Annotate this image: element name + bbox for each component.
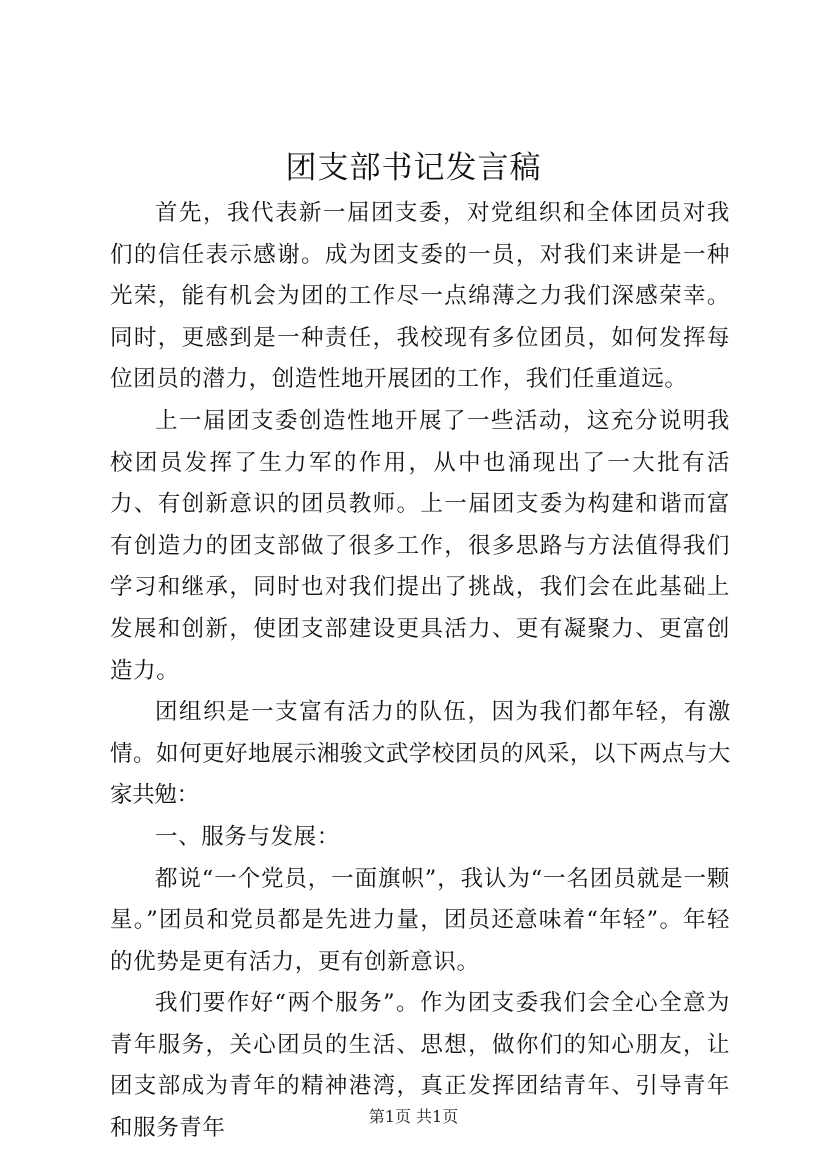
paragraph-5: 都说“一个党员，一面旗帜”，我认为“一名团员就是一颗星。”团员和党员都是先进力量，团员还意味着“年轻”。年轻的优势是更有活力，更有创新意识。	[110, 865, 730, 975]
paragraph-1: 首先，我代表新一届团支委，对党组织和全体团员对我们的信任表示感谢。成为团支委的一员，对我们来讲是一种光荣，能有机会为团的工作尽一点绵薄之力我们深感荣幸。同时，更感到是一种责任，我校现有多位团员，如何发挥每位团员的潜力，创造性地开展团的工作，我们任重道远。	[110, 200, 730, 393]
document-body	[110, 193, 730, 1150]
paragraph-3: 团组织是一支富有活力的队伍，因为我们都年轻，有激情。如何更好地展示湘骏文武学校团员的风采，以下两点与大家共勉：	[110, 699, 730, 809]
paragraph-2: 上一届团支委创造性地开展了一些活动，这充分说明我校团员发挥了生力军的作用，从中也涌现出了一大批有活力、有创新意识的团员教师。上一届团支委为构建和谐而富有创造力的团支部做了很多工作，很多思路与方法值得我们学习和继承，同时也对我们提出了挑战，我们会在此基础上发展和创新，使团支部建设更具活力、更有凝聚力、更富创造力。	[110, 407, 730, 684]
page-footer: 第1页 共1页	[368, 1107, 459, 1126]
paragraph-6: 我们要作好“两个服务”。作为团支委我们会全心全意为青年服务，关心团员的生活、思想，做你们的知心朋友，让团支部成为青年的精神港湾，真正发挥团结青年、引导青年和服务青年	[110, 990, 730, 1142]
section-heading-service: 一、服务与发展：	[155, 823, 340, 850]
page-title: 团支部书记发言稿	[285, 150, 542, 186]
